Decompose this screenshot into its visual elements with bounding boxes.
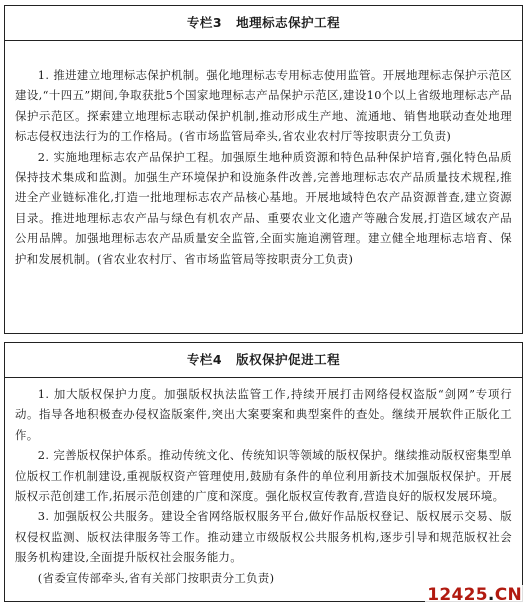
- column-heading: 版权保护促进工程: [236, 352, 341, 367]
- column-body-4: [5, 378, 522, 588]
- column-number: 专栏3: [186, 15, 223, 30]
- paragraph-1: 1. 加大版权保护力度。加强版权执法监管工作,持续开展打击网络侵权盗版“剑网”专项行动。指导各地积极查办侵权盗版案件,突出大案要案和典型案件的查处。继续开展软件正版化工作。: [15, 387, 512, 442]
- column-body-3: [5, 41, 522, 269]
- paragraph-1: 1. 推进建立地理标志保护机制。强化地理标志专用标志使用监管。开展地理标志保护示范区建设,“十四五”期间,争取获批5个国家地理标志产品保护示范区,建设10个以上省级地理标志产品保护示范区。探索建立地理标志联动保护机制,推动形成生产地、流通地、销售地联动查处地理标志侵权违法行为的工作格局。(省市场监管局牵头,省农业农村厅等按职责分工负责): [15, 68, 512, 144]
- column-number: 专栏4: [186, 352, 223, 367]
- watermark-main: 12425: [427, 585, 488, 605]
- paragraph-2: 2. 完善版权保护体系。推动传统文化、传统知识等领域的版权保护。继续推动版权密集型单位版权工作机制建设,重视版权资产管理使用,鼓励有条件的单位利用新技术加强版权保护。开展版权示范创建工作,拓展示范创建的广度和深度。强化版权宣传教育,营造良好的版权发展环境。: [15, 448, 512, 504]
- site-watermark: [425, 585, 524, 605]
- paragraph-3: 3. 加强版权公共服务。建设全省网络版权服务平台,做好作品版权登记、版权展示交易、版权侵权监测、版权法律服务等工作。推动建立市级版权公共服务机构,逐步引导和规范版权社会服务机构建设,全面提升版权社会服务能力。: [15, 509, 512, 565]
- watermark-tld: CN: [494, 585, 522, 605]
- column-heading: 地理标志保护工程: [236, 15, 341, 30]
- column-title-3: [5, 6, 522, 41]
- column-box-4: [4, 342, 523, 602]
- paragraph-2: 2. 实施地理标志农产品保护工程。加强原生地种质资源和特色品种保护培育,强化特色品质保持技术集成和监测。加强生产环境保护和设施条件改善,完善地理标志农产品质量技术规程,推进全产业链标准化,打造一批地理标志农产品核心基地。开展地域特色农产品资源普查,建立资源目录。推进地理标志农产品与绿色有机农产品、重要农业文化遗产等融合发展,打造区域农产品公用品牌。加强地理标志农产品质量安全监管,全面实施追溯管理。建立健全地理标志培育、保护和发展机制。(省农业农村厅、省市场监管局等按职责分工负责): [15, 149, 512, 266]
- watermark-dot: .: [487, 585, 495, 605]
- responsibility-note: (省委宣传部牵头,省有关部门按职责分工负责): [37, 570, 275, 585]
- column-box-3: [4, 5, 523, 334]
- column-title-4: [5, 343, 522, 378]
